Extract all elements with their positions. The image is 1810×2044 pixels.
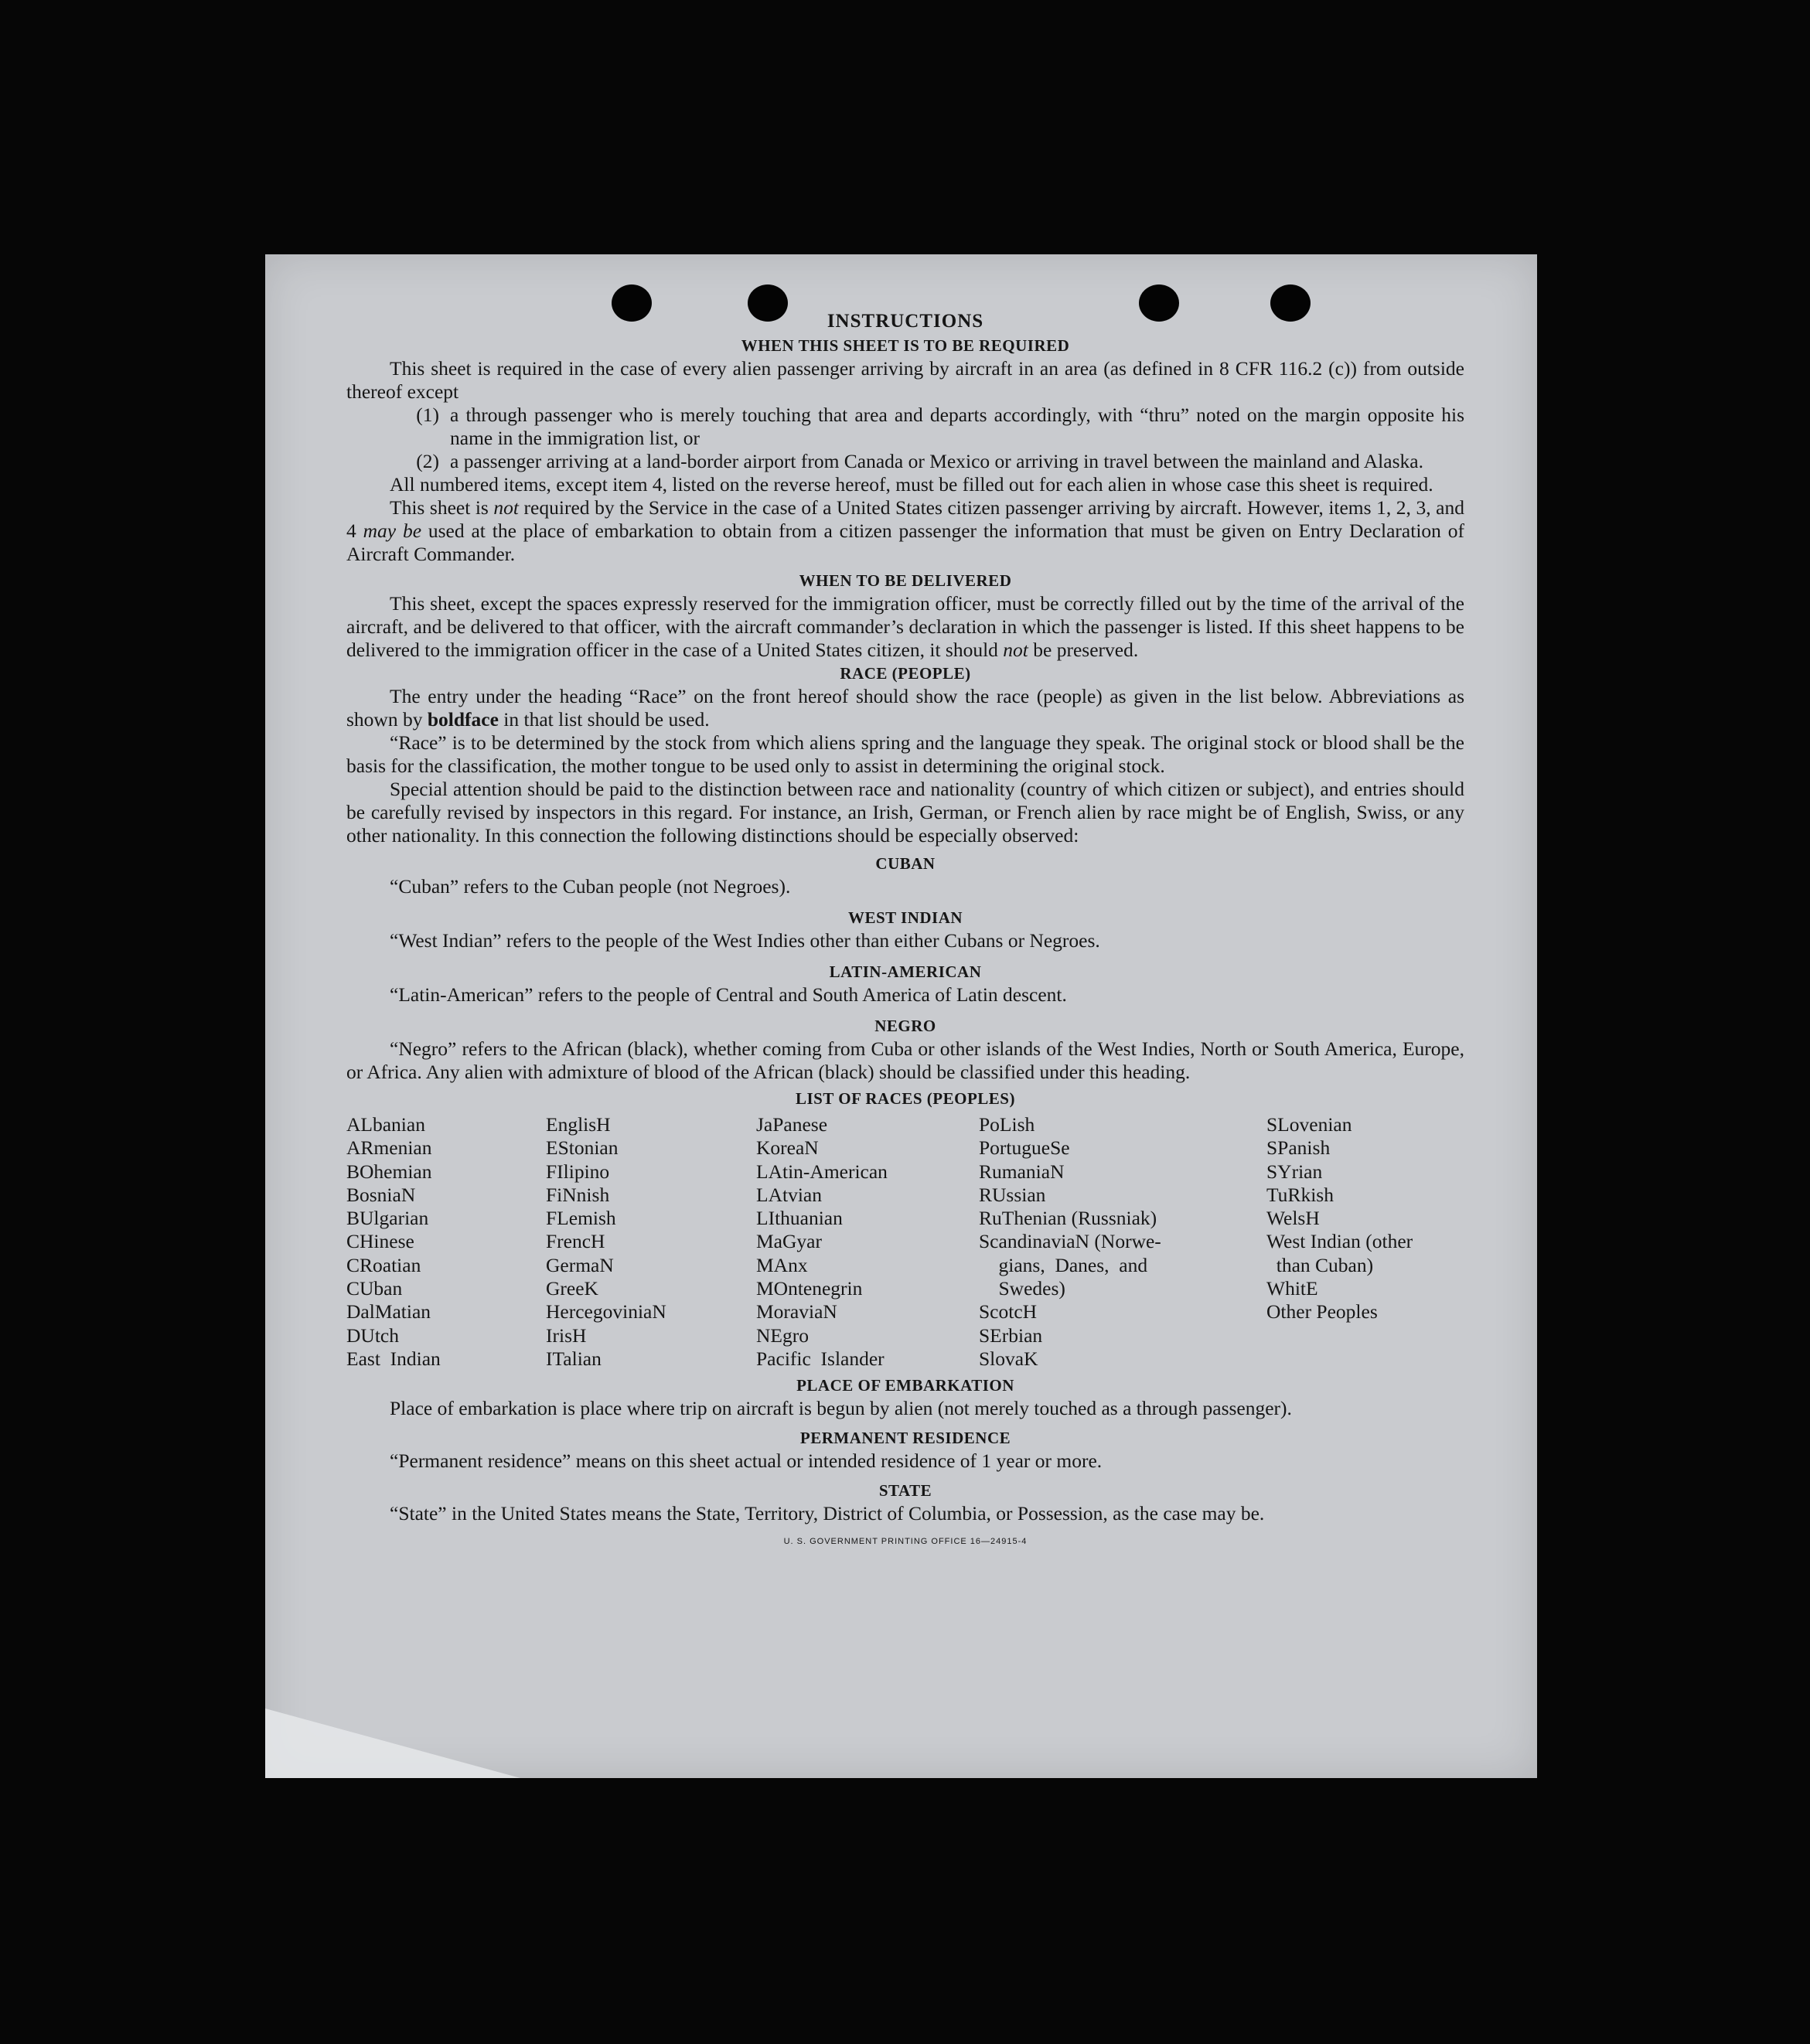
text-run: This sheet is xyxy=(390,496,494,519)
race-item: CRoatian xyxy=(346,1253,421,1276)
race-item: GermaN xyxy=(546,1253,614,1276)
race-item: MaGyar xyxy=(756,1230,822,1253)
item-number: (1) xyxy=(416,404,439,426)
race-item: EnglisH xyxy=(546,1113,611,1136)
paragraph: “Latin-American” refers to the people of Central and South America of Latin descent. xyxy=(390,983,1067,1006)
item-number: (2) xyxy=(416,450,439,472)
section-heading-when-required: WHEN THIS SHEET IS TO BE REQUIRED xyxy=(741,336,1070,355)
race-item: EStonian xyxy=(546,1136,619,1160)
race-item: BosniaN xyxy=(346,1183,416,1206)
race-item: Pacific Islander xyxy=(756,1347,885,1370)
page-title: INSTRUCTIONS xyxy=(827,311,984,332)
race-item: LAtvian xyxy=(756,1183,822,1206)
race-item: BUlgarian xyxy=(346,1207,429,1230)
race-item: RUssian xyxy=(979,1183,1046,1206)
race-item: FrencH xyxy=(546,1230,605,1253)
race-item: PoLish xyxy=(979,1113,1035,1136)
paragraph: “Negro” refers to the African (black), whether coming from Cuba or other islands of the West Indies, North or South America, Europe, or Africa. Any alien with admixture of blood of the African (black) should be classified under this heading. xyxy=(346,1037,1464,1083)
paragraph xyxy=(346,685,1464,731)
race-item: MOntenegrin xyxy=(756,1277,863,1300)
section-heading-list-of-races: LIST OF RACES (PEOPLES) xyxy=(796,1089,1015,1108)
italic-run: not xyxy=(1003,639,1028,661)
race-item: RumaniaN xyxy=(979,1160,1065,1183)
race-item: ARmenian xyxy=(346,1136,432,1160)
item-text: a through passenger who is merely touching that area and departs accordingly, with “thru” noted on the margin opposite his name in the immigration list, or xyxy=(450,404,1464,449)
races-column-3 xyxy=(756,1113,979,1371)
text-run: This sheet, except the spaces expressly reserved for the immigration officer, must be correctly filled out by the time of the arrival of the aircraft, and be delivered to that officer, with the aircraft commander’s declaration in which the passenger is listed. If this sheet happens to be delivered to the immigration officer in the case of a United States citizen, it should xyxy=(346,592,1464,661)
race-item: Swedes) xyxy=(979,1277,1065,1300)
section-heading-race: RACE (PEOPLE) xyxy=(840,664,971,683)
italic-run: may be xyxy=(363,520,422,542)
race-item: JaPanese xyxy=(756,1113,828,1136)
race-item: BOhemian xyxy=(346,1160,432,1183)
text-run: required by the Service in the case of a United States citizen passenger arriving by aircraft. However, items 1, 2, 3, and 4 xyxy=(346,496,1464,542)
section-heading-negro: NEGRO xyxy=(874,1017,936,1035)
item-text: a passenger arriving at a land-border airport from Canada or Mexico or arriving in travel between the mainland and Alaska. xyxy=(450,450,1423,472)
race-item: PortugueSe xyxy=(979,1136,1070,1160)
race-item: FLemish xyxy=(546,1207,616,1230)
race-item: MoraviaN xyxy=(756,1300,837,1323)
section-heading-when-delivered: WHEN TO BE DELIVERED xyxy=(799,571,1012,590)
paragraph: “Cuban” refers to the Cuban people (not Negroes). xyxy=(390,875,791,898)
paragraph: All numbered items, except item 4, listed on the reverse hereof, must be filled out for each alien in whose case this sheet is required. xyxy=(390,473,1433,496)
race-item: MAnx xyxy=(756,1253,808,1276)
section-heading-latin-american: LATIN-AMERICAN xyxy=(829,962,982,981)
section-heading-permanent-residence: PERMANENT RESIDENCE xyxy=(799,1429,1011,1448)
race-item: DUtch xyxy=(346,1323,399,1347)
races-column-4 xyxy=(979,1113,1266,1371)
race-item: GreeK xyxy=(546,1277,598,1300)
list-item xyxy=(346,404,1464,450)
section-heading-west-indian: WEST INDIAN xyxy=(847,908,963,927)
text-run: in that list should be used. xyxy=(498,708,710,731)
section-heading-cuban: CUBAN xyxy=(875,854,936,873)
race-item: WhitE xyxy=(1266,1277,1318,1300)
race-item: CUban xyxy=(346,1277,403,1300)
race-item: LIthuanian xyxy=(756,1207,843,1230)
race-item: ScotcH xyxy=(979,1300,1038,1323)
races-list xyxy=(346,1113,1464,1371)
race-item: KoreaN xyxy=(756,1136,819,1160)
race-item: IrisH xyxy=(546,1323,587,1347)
race-item: WelsH xyxy=(1266,1207,1320,1230)
race-item: LAtin-American xyxy=(756,1160,888,1183)
paragraph: This sheet is required in the case of every alien passenger arriving by aircraft in an area (as defined in 8 CFR 116.2 (c)) from outside thereof except xyxy=(346,357,1464,403)
race-item: FIlipino xyxy=(546,1160,610,1183)
text-run: used at the place of embarkation to obtain from a citizen passenger the information that must be given on Entry Declaration of Aircraft Commander. xyxy=(346,520,1464,565)
folded-corner xyxy=(265,1708,520,1778)
race-item: CHinese xyxy=(346,1230,414,1253)
race-item: RuThenian (Russniak) xyxy=(979,1207,1157,1230)
race-item: DalMatian xyxy=(346,1300,431,1323)
printing-office-imprint: U. S. GOVERNMENT PRINTING OFFICE 16—24915-4 xyxy=(783,1537,1028,1547)
race-item: East Indian xyxy=(346,1347,441,1370)
race-item: SErbian xyxy=(979,1323,1043,1347)
paragraph: Special attention should be paid to the distinction between race and nationality (country of which citizen or subject), and entries should be carefully revised by inspectors in this regard. For instance, an Irish, German, or French alien by race might be of English, Swiss, or any other nationality. In this connection the following distinctions should be especially observed: xyxy=(346,778,1464,847)
race-item: NEgro xyxy=(756,1323,809,1347)
race-item: FiNnish xyxy=(546,1183,610,1206)
section-heading-state: STATE xyxy=(878,1481,932,1501)
races-column-1 xyxy=(346,1113,546,1371)
race-item: SPanish xyxy=(1266,1136,1331,1160)
races-column-2 xyxy=(546,1113,756,1371)
text-run: The entry under the heading “Race” on the front hereof should show the race (people) as given in the list below. Abbreviations as shown by xyxy=(346,685,1464,731)
race-item: Other Peoples xyxy=(1266,1300,1378,1323)
races-column-5 xyxy=(1266,1113,1464,1371)
race-item: West Indian (other xyxy=(1266,1230,1413,1253)
race-item: HercegoviniaN xyxy=(546,1300,666,1323)
paragraph xyxy=(346,592,1464,662)
instructions-text xyxy=(346,309,1464,1553)
paragraph: “West Indian” refers to the people of the West Indies other than either Cubans or Negroes. xyxy=(390,929,1100,952)
paragraph: “State” in the United States means the State, Territory, District of Columbia, or Possession, as the case may be. xyxy=(390,1502,1265,1525)
paragraph xyxy=(346,496,1464,566)
race-item: ITalian xyxy=(546,1347,602,1370)
section-heading-place-of-embarkation: PLACE OF EMBARKATION xyxy=(796,1376,1014,1395)
paragraph: “Permanent residence” means on this sheet actual or intended residence of 1 year or more. xyxy=(390,1450,1103,1473)
paragraph: Place of embarkation is place where trip on aircraft is begun by alien (not merely touched as a through passenger). xyxy=(390,1397,1292,1420)
paragraph: “Race” is to be determined by the stock from which aliens spring and the language they speak. The original stock or blood shall be the basis for the classification, the mother tongue to be used only to assist in determining the original stock. xyxy=(346,731,1464,777)
list-item xyxy=(346,450,1464,473)
race-item: ALbanian xyxy=(346,1113,425,1136)
italic-run: not xyxy=(493,496,519,519)
race-item: SYrian xyxy=(1266,1160,1323,1183)
race-item: TuRkish xyxy=(1266,1183,1334,1206)
race-item: gians, Danes, and xyxy=(979,1253,1148,1276)
race-item: SLovenian xyxy=(1266,1113,1352,1136)
bold-run: boldface xyxy=(427,708,499,731)
text-run: be preserved. xyxy=(1028,639,1139,661)
race-item: SlovaK xyxy=(979,1347,1038,1370)
race-item: than Cuban) xyxy=(1266,1253,1374,1276)
race-item: ScandinaviaN (Norwe- xyxy=(979,1230,1161,1253)
